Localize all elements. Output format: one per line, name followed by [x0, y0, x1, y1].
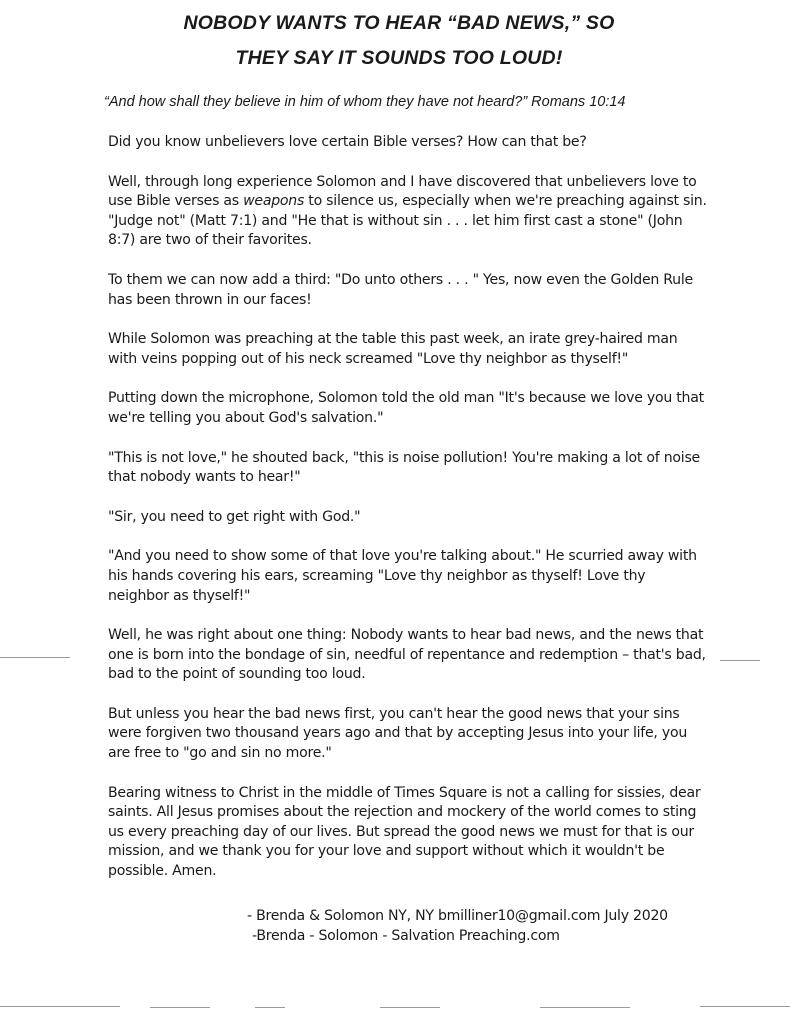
- scan-artifact-bottom-3: [150, 1007, 210, 1008]
- paragraph-6: "This is not love," he shouted back, "this is noise pollution! You're making a lot of noise that nobody wants to hear!": [108, 449, 700, 486]
- epigraph-quote: “And how shall they believe in him of whom they have not heard?” Romans 10:14: [104, 94, 626, 110]
- signature-line-1: - Brenda & Solomon NY, NY bmilliner10@gmail.com July 2020: [247, 908, 668, 924]
- scan-artifact-bottom-5: [380, 1007, 440, 1008]
- signature-block: [247, 907, 767, 946]
- paragraph-4: While Solomon was preaching at the table this past week, an irate grey-haired man with veins popping out of his neck screamed "Love thy neighbor as thyself!": [108, 331, 678, 367]
- paragraph-5: Putting down the microphone, Solomon told the old man "It's because we love you that we're telling you about God's salvation.": [108, 390, 704, 426]
- paragraph-10: But unless you hear the bad news first, you can't hear the good news that your sins were forgiven two thousand years ago and that by accepting Jesus into your life, you are free to "go and sin no more.": [108, 705, 688, 762]
- title-line-1: NOBODY WANTS TO HEAR “BAD NEWS,” SO: [183, 12, 615, 34]
- article-body: [108, 133, 708, 901]
- paragraph-3: To them we can now add a third: "Do unto others . . . " Yes, now even the Golden Rule has been thrown in our faces!: [108, 271, 693, 308]
- paragraph-8: "And you need to show some of that love you're talking about." He scurried away with his hands covering his ears, screaming "Love thy neighbor as thyself! Love thy neighbor as thyself!": [108, 548, 697, 604]
- paragraph-2-emphasis: weapons: [243, 193, 305, 210]
- paragraph-11: Bearing witness to Christ in the middle of Times Square is not a calling for sissies, dear saints. All Jesus promises about the rejection and mockery of the world comes to sting us every preaching day of our lives. But spread the good news we must for that is our mission, and we thank you for your love and support without which it wouldn't be possible. Amen.: [108, 784, 701, 880]
- paragraph-2-part-b: to silence us, especially when we're preaching against sin. "Judge not" (Matt 7:1) and "He that is without sin . . . let him first cast a stone" (John 8:7) are two of their favorites.: [108, 193, 707, 249]
- paragraph-7: "Sir, you need to get right with God.": [108, 508, 361, 525]
- paragraph-2: [108, 173, 708, 251]
- scan-artifact-bottom-6: [540, 1007, 630, 1008]
- scan-artifact-left: [0, 657, 70, 658]
- title-line-2: THEY SAY IT SOUNDS TOO LOUD!: [235, 47, 563, 69]
- paragraph-2-part-a: Well, through long experience Solomon and I have discovered that unbelievers love to use Bible verses as: [108, 173, 697, 210]
- paragraph-1: Did you know unbelievers love certain Bible verses? How can that be?: [108, 134, 587, 150]
- paragraph-9: Well, he was right about one thing: Nobody wants to hear bad news, and the news that one is born into the bondage of sin, needful of repentance and redemption – that's bad, bad to the point of sounding too loud.: [108, 627, 706, 683]
- signature-line-2: -Brenda - Solomon - Salvation Preaching.com: [252, 927, 560, 944]
- scan-artifact-bottom-1: [0, 1006, 120, 1007]
- scan-artifact-bottom-7: [700, 1006, 790, 1007]
- scan-artifact-right: [720, 660, 760, 661]
- scan-artifact-bottom-4: [255, 1007, 285, 1008]
